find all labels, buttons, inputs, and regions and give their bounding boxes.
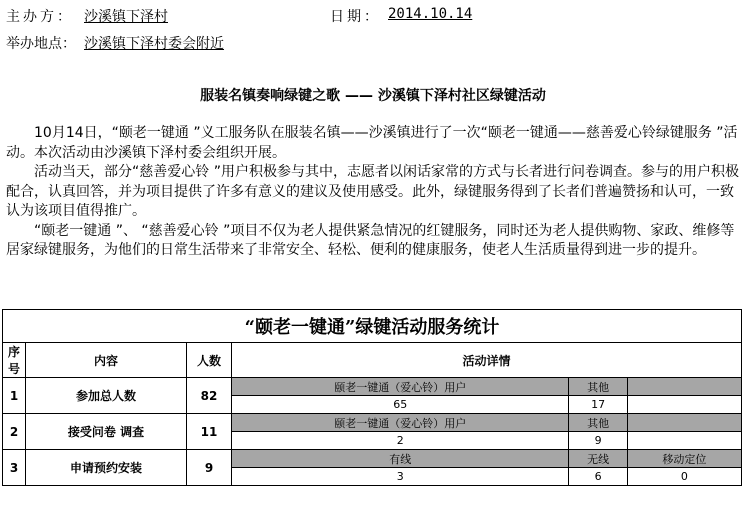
row-item: 申请预约安装 (26, 450, 187, 486)
row-no: 1 (3, 378, 26, 414)
detail-value: 9 (569, 432, 627, 450)
detail-value (627, 432, 741, 450)
article-title: 服装名镇奏响绿键之歌 —— 沙溪镇下泽村社区绿键活动 (200, 88, 546, 104)
detail-value: 17 (569, 396, 627, 414)
stats-table-title: “颐老一键通”绿键活动服务统计 (3, 310, 742, 343)
date-label: 日期： (330, 9, 381, 25)
detail-label: 颐老一键通（爱心铃）用户 (232, 414, 569, 432)
location-label: 举办地点： (6, 36, 76, 52)
row-count: 82 (187, 378, 232, 414)
location-value: 沙溪镇下泽村委会附近 (84, 36, 224, 52)
row-count: 9 (187, 450, 232, 486)
row-count: 11 (187, 414, 232, 450)
detail-value: 3 (232, 468, 569, 486)
header-count: 人数 (187, 343, 232, 378)
article-paragraph: 10月14日，“颐老一键通 ”义工服务队在服装名镇——沙溪镇进行了一次“颐老一键通——慈善爱心铃绿键服务 ”活动。本次活动由沙溪镇下泽村委会组织开展。 (6, 125, 738, 161)
detail-label: 颐老一键通（爱心铃）用户 (232, 378, 569, 396)
detail-label: 其他 (569, 414, 627, 432)
row-no: 3 (3, 450, 26, 486)
table-row (3, 414, 742, 432)
detail-label (627, 378, 741, 396)
detail-value: 65 (232, 396, 569, 414)
detail-value: 6 (569, 468, 627, 486)
article-body (6, 124, 740, 261)
organizer-value: 沙溪镇下泽村 (84, 9, 168, 25)
row-item: 接受问卷 调查 (26, 414, 187, 450)
detail-value (627, 396, 741, 414)
header-no: 序号 (3, 343, 26, 378)
detail-label: 其他 (569, 378, 627, 396)
article-paragraph: 活动当天，部分“慈善爱心铃 ”用户积极参与其中，志愿者以闲话家常的方式与长者进行问卷调查。参与的用户积极配合，认真回答，并为项目提供了许多有意义的建议及使用感受。此外，绿键服务得到了长者们普遍赞扬和认可，一致认为该项目值得推广。 (6, 164, 739, 219)
table-row (3, 450, 742, 468)
row-item: 参加总人数 (26, 378, 187, 414)
header-item: 内容 (26, 343, 187, 378)
table-row (3, 378, 742, 396)
date-value: 2014.10.14 (388, 6, 473, 22)
row-no: 2 (3, 414, 26, 450)
detail-label (627, 414, 741, 432)
detail-label: 无线 (569, 450, 627, 468)
detail-label: 有线 (232, 450, 569, 468)
detail-label: 移动定位 (627, 450, 741, 468)
article-paragraph: “颐老一键通 ”、 “慈善爱心铃 ”项目不仅为老人提供紧急情况的红键服务，同时还为老人提供购物、家政、维修等居家绿键服务，为他们的日常生活带来了非常安全、轻松、便利的健康服务，使老人生活质量得到进一步的提升。 (6, 222, 735, 258)
detail-value: 2 (232, 432, 569, 450)
header-details: 活动详情 (232, 343, 742, 378)
organizer-label: 主办方： (6, 9, 74, 25)
stats-table (2, 309, 742, 486)
detail-value: 0 (627, 468, 741, 486)
